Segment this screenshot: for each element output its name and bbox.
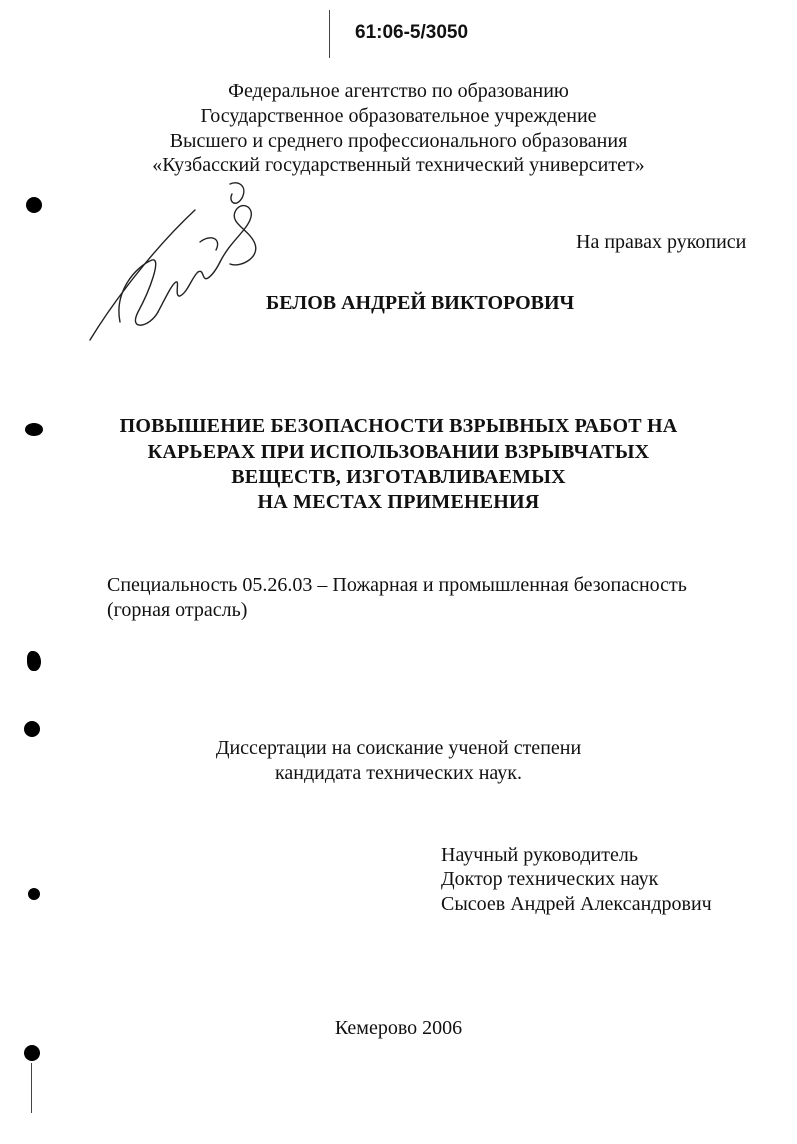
city-year: Кемерово 2006 <box>334 1017 463 1039</box>
scan-edge-line <box>31 1063 32 1113</box>
supervisor-line-3: Сысоев Андрей Александрович <box>441 893 712 915</box>
institution-line-4: «Кузбасский государственный технический университет» <box>152 154 645 176</box>
title-line-2: КАРЬЕРАХ ПРИ ИСПОЛЬЗОВАНИИ ВЗРЫВЧАТЫХ <box>147 441 650 463</box>
specialty-line-2: (горная отрасль) <box>107 599 248 621</box>
supervisor-line-2: Доктор технических наук <box>441 868 659 890</box>
specialty-line-1: Специальность 05.26.03 – Пожарная и промышленная безопасность <box>107 574 687 596</box>
title-line-3: ВЕЩЕСТВ, ИЗГОТАВЛИВАЕМЫХ <box>231 466 566 488</box>
binding-hole-mark <box>26 197 42 213</box>
scan-edge-line <box>329 10 330 58</box>
title-line-4: НА МЕСТАХ ПРИМЕНЕНИЯ <box>257 491 540 513</box>
institution-line-3: Высшего и среднего профессионального образования <box>169 130 628 152</box>
binding-hole-mark <box>24 1045 40 1061</box>
author-name: БЕЛОВ АНДРЕЙ ВИКТОРОВИЧ <box>266 292 575 314</box>
registry-number: 61:06-5/3050 <box>355 22 469 43</box>
title-line-1: ПОВЫШЕНИЕ БЕЗОПАСНОСТИ ВЗРЫВНЫХ РАБОТ НА <box>119 415 678 437</box>
institution-line-2: Государственное образовательное учреждение <box>200 105 597 127</box>
degree-line-2: кандидата технических наук. <box>274 762 523 784</box>
institution-line-1: Федеральное агентство по образованию <box>228 80 569 102</box>
handwritten-signature <box>80 172 280 347</box>
binding-hole-mark <box>28 888 40 900</box>
supervisor-line-1: Научный руководитель <box>441 844 638 866</box>
rights-note: На правах рукописи <box>576 231 747 253</box>
degree-line-1: Диссертации на соискание ученой степени <box>215 737 582 759</box>
binding-hole-mark <box>27 651 41 671</box>
